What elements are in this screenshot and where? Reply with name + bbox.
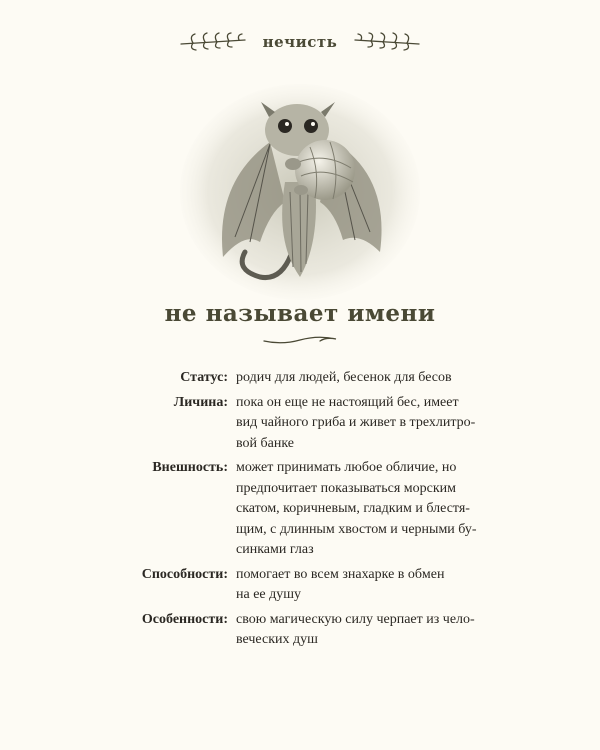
detail-line: свою магическую силу черпает из чело- bbox=[236, 611, 475, 627]
left-sprig-ornament-icon bbox=[179, 32, 249, 52]
detail-value bbox=[236, 610, 506, 651]
flourish-ornament-icon bbox=[262, 333, 338, 347]
detail-label: Статус: bbox=[180, 370, 228, 385]
detail-row-guise bbox=[100, 393, 540, 455]
entry-details bbox=[100, 368, 540, 655]
detail-value bbox=[236, 458, 506, 561]
detail-line: вой банке bbox=[236, 435, 295, 451]
detail-label: Способности: bbox=[141, 566, 228, 582]
detail-line: на ее душу bbox=[236, 587, 302, 602]
detail-line: вид чайного гриба и живет в трехлитро- bbox=[236, 415, 476, 430]
detail-value bbox=[236, 565, 506, 606]
detail-label: Внешность: bbox=[152, 460, 228, 475]
detail-line: щим, с длинным хвостом и черными бу- bbox=[236, 521, 477, 537]
detail-row-features bbox=[100, 610, 540, 651]
detail-row-abilities bbox=[100, 565, 540, 606]
detail-row-status bbox=[100, 368, 540, 389]
section-title: нечисть bbox=[262, 33, 338, 51]
detail-label: Особенности: bbox=[141, 611, 228, 627]
right-sprig-ornament-icon bbox=[351, 32, 421, 52]
detail-line: веческих душ bbox=[236, 632, 318, 647]
entry-title: не называет имени bbox=[164, 300, 436, 327]
detail-value bbox=[236, 368, 506, 389]
detail-row-appearance bbox=[100, 458, 540, 561]
page-header bbox=[0, 30, 600, 54]
detail-line: синками глаз bbox=[236, 542, 314, 557]
detail-line: пока он еще не настоящий бес, имеет bbox=[236, 394, 459, 410]
detail-line: скатом, коричневым, гладким и блестя- bbox=[236, 501, 470, 516]
detail-value bbox=[236, 393, 506, 455]
detail-label: Личина: bbox=[173, 394, 228, 410]
detail-line: предпочитает показываться морским bbox=[236, 480, 457, 496]
dragon-illustration bbox=[175, 72, 425, 302]
detail-line: может принимать любое обличие, но bbox=[236, 460, 457, 475]
detail-line: родич для людей, бесенок для бесов bbox=[236, 370, 452, 385]
detail-line: помогает во всем знахарке в обмен bbox=[236, 566, 445, 582]
